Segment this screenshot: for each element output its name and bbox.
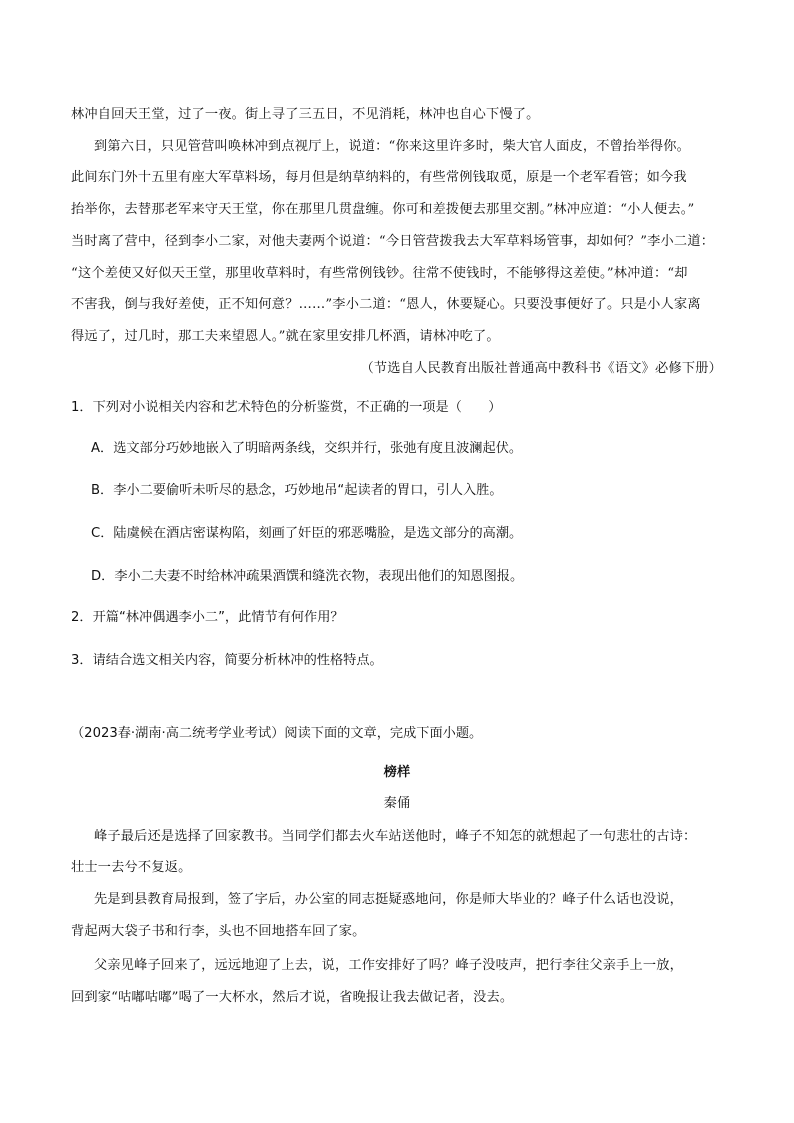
passage1-source: （节选自人民教育出版社普通高中教科书《语文》必修下册）	[360, 361, 722, 376]
question-1-option-d: D．李小二夫妻不时给林冲疏果酒馔和缝洗衣物，表现出他们的知恩图报。	[91, 569, 524, 584]
passage1-line: 当时离了营中，径到李小二家，对他夫妻两个说道：“今日管营拨我去大军草料场管事，却如何？”李小二道：	[71, 234, 715, 249]
passage1-line: “这个差使又好似天王堂，那里收草料时，有些常例钱钞。往常不使钱时，不能够得这差使。”林冲道：“却	[71, 266, 688, 281]
passage1-line: 到第六日，只见管营叫唤林冲到点视厅上，说道：“你来这里许多时，柴大官人面皮，不曾抬举得你。	[94, 139, 690, 154]
question-2: 2．开篇“林冲偶遇李小二”，此情节有何作用？	[71, 610, 344, 625]
passage1-line: 得远了，过几时，那工夫来望恩人。”就在家里安排几杯酒，请林冲吃了。	[71, 329, 500, 344]
article-line: 背起两大袋子书和行李，头也不回地搭车回了家。	[71, 924, 366, 939]
article-line: 先是到县教育局报到，签了字后，办公室的同志挺疑惑地问，你是师大毕业的？峰子什么话也没说，	[94, 892, 684, 907]
question-3: 3．请结合选文相关内容，简要分析林冲的性格特点。	[71, 653, 383, 668]
article-line: 父亲见峰子回来了，远远地迎了上去，说，工作安排好了吗？峰子没吱声，把行李往父亲手上一放，	[94, 958, 684, 973]
article-line: 峰子最后还是选择了回家教书。当同学们都去火车站送他时，峰子不知怎的就想起了一句悲壮的古诗：	[94, 829, 697, 844]
passage1-line: 林冲自回天王堂，过了一夜。街上寻了三五日，不见消耗，林冲也自心下慢了。	[71, 107, 540, 122]
section2-intro: （2023春·湖南·高二统考学业考试）阅读下面的文章，完成下面小题。	[71, 726, 483, 741]
question-1-option-b: B．李小二要偷听未听尽的悬念，巧妙地吊“起读者的胃口，引人入胜。	[91, 483, 503, 498]
passage1-line: 此间东门外十五里有座大军草料场，每月但是纳草纳料的，有些常例钱取觅，原是一个老军看管；如今我	[71, 170, 687, 185]
question-1-option-c: C．陆虞候在酒店密谋构陷，刻画了奸臣的邪恶嘴脸，是选文部分的高潮。	[91, 526, 523, 541]
question-1: 1．下列对小说相关内容和艺术特色的分析鉴赏，不正确的一项是（ ）	[71, 400, 502, 415]
passage1-line: 不害我，倒与我好差使，正不知何意？……”李小二道：“恩人，休要疑心。只要没事便好了。只是小人家离	[71, 297, 701, 312]
article-author: 秦俑	[383, 796, 411, 811]
article-line: 壮士一去兮不复返。	[71, 860, 192, 875]
question-1-option-a: A．选文部分巧妙地嵌入了明暗两条线，交织并行，张弛有度且波澜起伏。	[91, 441, 523, 456]
passage1-line: 抬举你，去替那老军来守天王堂，你在那里几贯盘缠。你可和差拨便去那里交割。”林冲应道：“小人便去。”	[71, 202, 695, 217]
article-title: 榜样	[383, 765, 411, 780]
article-line: 回到家“咕嘟咕嘟”喝了一大杯水，然后才说，省晚报让我去做记者，没去。	[71, 990, 514, 1005]
